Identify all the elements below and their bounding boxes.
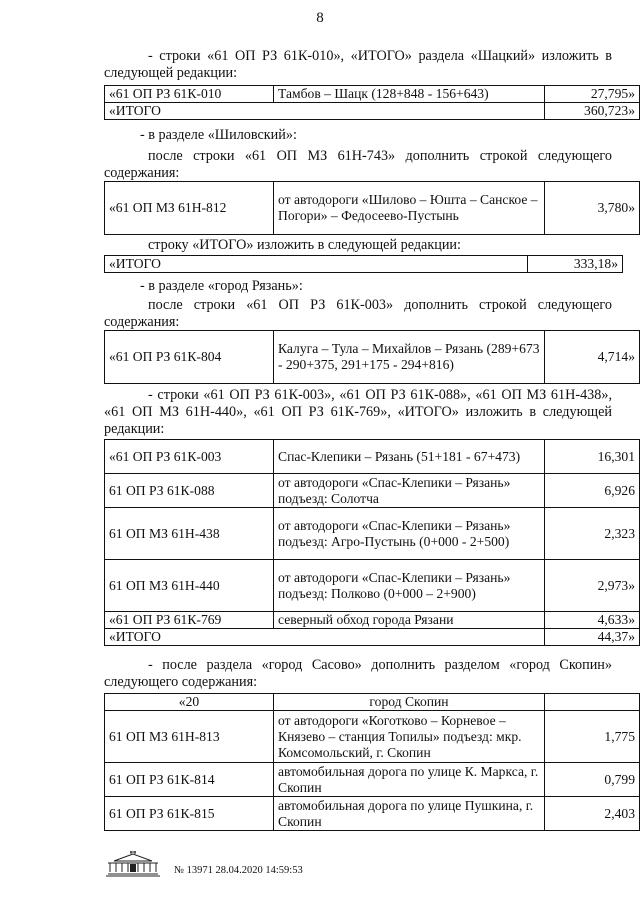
road-length: 16,301 bbox=[545, 440, 640, 474]
table-row bbox=[105, 694, 640, 711]
road-length: 2,403 bbox=[545, 797, 640, 831]
road-name: Спас-Клепики – Рязань (51+181 - 67+473) bbox=[274, 440, 545, 474]
road-code: 61 ОП РЗ 61К-088 bbox=[105, 474, 274, 508]
table-ryazan bbox=[104, 439, 640, 646]
document-footer bbox=[104, 850, 303, 878]
table-row bbox=[105, 440, 640, 474]
road-code: 61 ОП МЗ 61Н-440 bbox=[105, 560, 274, 612]
table-shatsky bbox=[104, 85, 640, 120]
road-name: от автодороги «Спас-Клепики – Рязань» подъезд: Солотча bbox=[274, 474, 545, 508]
table-row bbox=[105, 629, 640, 646]
table-row bbox=[105, 612, 640, 629]
road-length: 3,780» bbox=[545, 182, 640, 235]
empty-cell bbox=[545, 694, 640, 711]
table-shilovsky bbox=[104, 181, 640, 235]
table-row bbox=[105, 256, 623, 273]
table-row bbox=[105, 711, 640, 763]
road-name: Калуга – Тула – Михайлов – Рязань (289+673 - 290+375, 291+175 - 294+816) bbox=[274, 331, 545, 384]
page-number: 8 bbox=[316, 10, 324, 26]
road-name: от автодороги «Шилово – Юшта – Санское – Погори» – Федосеево-Пустынь bbox=[274, 182, 545, 235]
road-code: 61 ОП МЗ 61Н-438 bbox=[105, 508, 274, 560]
table-row bbox=[105, 103, 640, 120]
paragraph-shilovsky: - в разделе «Шиловский»: bbox=[140, 127, 297, 143]
total-label: «ИТОГО bbox=[105, 629, 545, 646]
table-row bbox=[105, 508, 640, 560]
table-row bbox=[105, 797, 640, 831]
road-length: 4,633» bbox=[545, 612, 640, 629]
road-code: «61 ОП РЗ 61К-010 bbox=[105, 86, 274, 103]
paragraph-after-003: после строки «61 ОП РЗ 61К-003» дополнить строкой следующего содержания: bbox=[104, 297, 612, 330]
road-code: 61 ОП РЗ 61К-814 bbox=[105, 763, 274, 797]
paragraph-skopin-intro: - после раздела «город Сасово» дополнить разделом «город Скопин» следующего содержания: bbox=[104, 657, 612, 690]
building-emblem-icon bbox=[104, 850, 162, 878]
road-length: 2,973» bbox=[545, 560, 640, 612]
road-code: «61 ОП РЗ 61К-769 bbox=[105, 612, 274, 629]
road-length: 27,795» bbox=[545, 86, 640, 103]
total-label: «ИТОГО bbox=[105, 103, 545, 120]
table-row bbox=[105, 560, 640, 612]
road-name: автомобильная дорога по улице Пушкина, г. Скопин bbox=[274, 797, 545, 831]
table-row bbox=[105, 86, 640, 103]
road-name: от автодороги «Спас-Клепики – Рязань» подъезд: Агро-Пустынь (0+000 - 2+500) bbox=[274, 508, 545, 560]
paragraph-total-shilovsky: строку «ИТОГО» изложить в следующей редакции: bbox=[148, 237, 461, 253]
road-length: 1,775 bbox=[545, 711, 640, 763]
road-length: 6,926 bbox=[545, 474, 640, 508]
table-row bbox=[105, 331, 640, 384]
road-name: северный обход города Рязани bbox=[274, 612, 545, 629]
road-code: «61 ОП МЗ 61Н-812 bbox=[105, 182, 274, 235]
total-value: 44,37» bbox=[545, 629, 640, 646]
total-value: 333,18» bbox=[528, 256, 623, 273]
paragraph-shatsky-intro: - строки «61 ОП РЗ 61К-010», «ИТОГО» раздела «Шацкий» изложить в следующей редакции: bbox=[104, 48, 612, 81]
total-label: «ИТОГО bbox=[105, 256, 528, 273]
road-length: 0,799 bbox=[545, 763, 640, 797]
road-length: 2,323 bbox=[545, 508, 640, 560]
table-shilovsky-total bbox=[104, 255, 623, 273]
section-title: город Скопин bbox=[274, 694, 545, 711]
road-length: 4,714» bbox=[545, 331, 640, 384]
road-code: «61 ОП РЗ 61К-003 bbox=[105, 440, 274, 474]
table-ryazan-804 bbox=[104, 330, 640, 384]
registration-stamp: № 13971 28.04.2020 14:59:53 bbox=[174, 865, 303, 876]
road-code: 61 ОП МЗ 61Н-813 bbox=[105, 711, 274, 763]
road-code: 61 ОП РЗ 61К-815 bbox=[105, 797, 274, 831]
paragraph-after-743: после строки «61 ОП МЗ 61Н-743» дополнить строкой следующего содержания: bbox=[104, 148, 612, 181]
road-name: от автодороги «Спас-Клепики – Рязань» подъезд: Полково (0+000 – 2+900) bbox=[274, 560, 545, 612]
table-row bbox=[105, 763, 640, 797]
table-skopin bbox=[104, 693, 640, 831]
road-name: от автодороги «Коготково – Корневое – Князево – станция Топилы» подъезд: мкр. Комсомольский, г. Скопин bbox=[274, 711, 545, 763]
table-row bbox=[105, 182, 640, 235]
paragraph-ryazan: - в разделе «город Рязань»: bbox=[140, 278, 303, 294]
table-row bbox=[105, 474, 640, 508]
total-value: 360,723» bbox=[545, 103, 640, 120]
road-code: «61 ОП РЗ 61К-804 bbox=[105, 331, 274, 384]
paragraph-ryazan-rows: - строки «61 ОП РЗ 61К-003», «61 ОП РЗ 61К-088», «61 ОП МЗ 61Н-438», «61 ОП МЗ 61Н-440», «61 ОП РЗ 61К-769», «ИТОГО» изложить в следующей редакции: bbox=[104, 387, 612, 437]
road-name: Тамбов – Шацк (128+848 - 156+643) bbox=[274, 86, 545, 103]
road-name: автомобильная дорога по улице К. Маркса, г. Скопин bbox=[274, 763, 545, 797]
section-number: «20 bbox=[105, 694, 274, 711]
